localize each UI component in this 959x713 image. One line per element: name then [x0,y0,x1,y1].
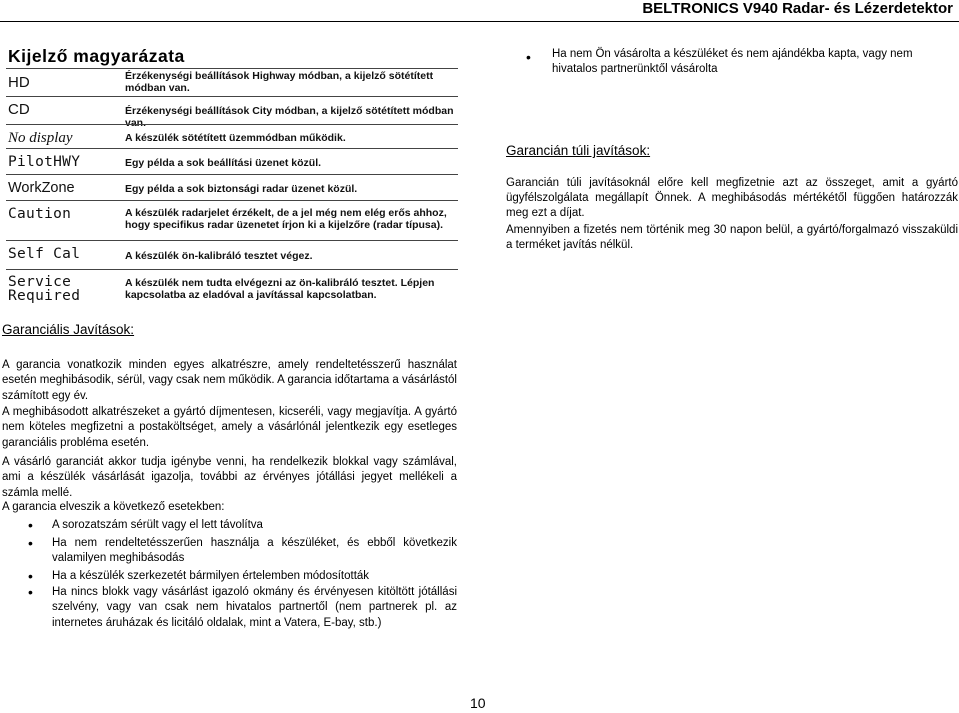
display-code [8,275,80,303]
display-code: PilotHWY [8,154,81,170]
display-code: No display [8,130,73,146]
list-item: A sorozatszám sérült vagy el lett távolítva [52,519,263,531]
table-row [6,148,458,170]
display-description: A készülék ön-kalibráló tesztet végez. [125,250,313,262]
warranty-paragraph: A meghibásodott alkatrészeket a gyártó díjmentesen, kicseréli, vagy megjavítja. A gyártó nem köteles megfizetni a postaköltséget, amely a vásárlónál jelentkezik egy esetleges garanciális probléma esetén. [2,406,457,449]
bullet-marker: • [28,584,33,600]
table-row [6,96,458,129]
table-row [6,269,458,304]
list-item: Ha nem rendeltetésszerűen használja a készüléket, és ebből következik valamilyen meghibásodás [52,537,457,565]
display-description: A készülék radarjelet érzékelt, de a jel még nem elég erős ahhoz, hogy specifikus radar üzenetet írjon ki a kijelzőre (radar típusa). [125,207,447,231]
page-number: 10 [470,695,486,711]
table-row [6,200,458,231]
table-row [6,124,458,146]
table-row [6,240,458,262]
bullet-marker: • [28,517,33,533]
table-row [6,68,458,94]
out-of-warranty-paragraph: Amennyiben a fizetés nem történik meg 30 napon belül, a gyártó/forgalmazó visszaküldi a terméket javítás nélkül. [506,224,958,251]
header-rule [0,21,959,22]
display-code: WorkZone [8,180,75,196]
voiding-conditions-list [2,516,459,646]
display-code: Self Cal [8,246,81,262]
table-row [6,174,458,196]
display-description: Egy példa a sok biztonsági radar üzenet közül. [125,183,358,195]
warranty-repairs-heading: Garanciális Javítások: [2,322,135,337]
right-bullet-text: Ha nem Ön vásárolta a készüléket és nem ajándékba kapta, vagy nem hivatalos partnerünktől vásárolta [552,48,913,75]
bullet-marker: • [28,535,33,551]
list-item: Ha a készülék szerkezetét bármilyen értelemben módosították [52,570,370,582]
warranty-paragraph: A garancia vonatkozik minden egyes alkatrészre, amely rendeltetésszerű használat esetén meghibásodik, sérül, vagy csak nem működik. A garancia időtartama a vásárlástól számított egy év. [2,359,457,402]
out-of-warranty-paragraph: Garancián túli javításoknál előre kell megfizetnie azt az összeget, amit a gyártó ügyfélszolgálata megállapít Önnek. A meghibásodás mértékétől függően határozzák meg ezt a díjat. [506,177,958,219]
display-code: Caution [8,206,72,222]
list-item: Ha nincs blokk vagy vásárlást igazoló okmány és érvényesen kitöltött jótállási szelvény, vagy van csak nem hivatalos partnertől (nem partnerek pl. az internetes áruházak és licitáló oldalak, mint a Vatera, E-bay, stb.) [52,586,457,629]
display-code: HD [8,74,30,91]
bullet-marker: • [28,568,33,584]
display-explanation-section [6,46,458,67]
out-of-warranty-heading: Garancián túli javítások: [506,143,651,158]
display-description: A készülék nem tudta elvégezni az ön-kalibráló tesztet. Lépjen kapcsolatba az eladóval a javítással kapcsolatban. [125,277,435,301]
bullet-marker: • [526,49,531,65]
display-description: A készülék sötétített üzemmódban működik. [125,132,346,144]
warranty-paragraph: A garancia elveszik a következő esetekben: [2,501,225,513]
display-code: CD [8,101,30,118]
display-code-line: Service [8,274,72,290]
document-header-title: BELTRONICS V940 Radar- és Lézerdetektor [642,0,953,17]
display-description: Érzékenységi beállítások Highway módban, a kijelző sötétített módban van. [125,70,434,94]
display-description: Érzékenységi beállítások City módban, a kijelző sötétített módban van. [125,105,454,129]
display-table [6,68,458,308]
display-code-line: Required [8,288,81,304]
display-description: Egy példa a sok beállítási üzenet közül. [125,157,322,169]
display-section-title: Kijelző magyarázata [8,46,185,66]
warranty-paragraph: A vásárló garanciát akkor tudja igénybe venni, ha rendelkezik blokkal vagy számlával, ami a készülék vásárlását igazolja, további az érvényes jótállási jegyet mellékeli a számla mellé. [2,456,457,499]
